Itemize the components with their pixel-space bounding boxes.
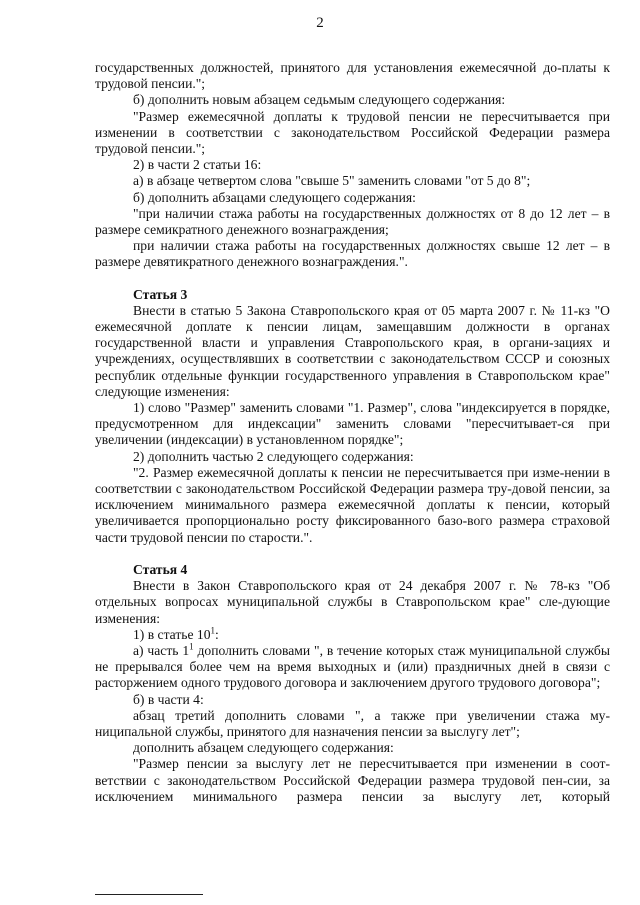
- item-text: дополнить словами ", в течение которых стаж муниципальной службы не прерывался более чем на время выходных и (или) праздничных дней в связи с расторжением одного трудового договора и заключением другого трудового договора";: [95, 642, 610, 691]
- paragraph: [95, 627, 610, 643]
- superscript: 1: [210, 625, 216, 636]
- paragraph: абзац третий дополнить словами ", а также при увеличении стажа му-ниципальной службы, принятого для назначения пенсии за выслугу лет";: [95, 707, 610, 739]
- item-text: 1) в статье 10: [133, 626, 211, 642]
- paragraph: 2) дополнить частью 2 следующего содержания:: [133, 448, 414, 464]
- paragraph: б) в части 4:: [133, 691, 204, 707]
- paragraph: "Размер пенсии за выслугу лет не пересчитывается при изменении в соот-ветствии с законодательством Российской Федерации размера трудовой пен-сии, за исключением минимального размера пенсии за выслугу лет, который: [95, 756, 610, 804]
- article-3-heading: Статья 3: [133, 286, 188, 302]
- paragraph: "Размер ежемесячной доплаты к трудовой пенсии не пересчитывается при изменении в соответствии с законодательством Российской Федерации размера трудовой пенсии.";: [95, 108, 610, 157]
- paragraph: а) в абзаце четвертом слова "свыше 5" заменить словами "от 5 до 8";: [133, 173, 531, 189]
- paragraph: "2. Размер ежемесячной доплаты к пенсии не пересчитывается при изме-нении в соответствии с законодательством Российской Федерации размера тру-довой пенсии, за исключением минимального размера ежемесячной доплаты к пенсии, который увеличивается пропорционально росту фиксированного базо-вого размера страховой части трудовой пенсии по старости.".: [95, 464, 610, 545]
- item-text: а) часть 1: [133, 642, 190, 658]
- article-4-heading: Статья 4: [133, 561, 188, 577]
- section-gap: [95, 546, 610, 562]
- paragraph: [95, 643, 610, 692]
- paragraph: 1) слово "Размер" заменить словами "1. Размер", слова "индексируется в порядке, предусмотренном для индексации" заменить словами "пересчитывает-ся при увеличении (индексации) в установленном порядке";: [95, 400, 610, 448]
- paragraph: 2) в части 2 статьи 16:: [133, 157, 262, 173]
- superscript: 1: [189, 641, 194, 652]
- paragraph: Внести в статью 5 Закона Ставропольского края от 05 марта 2007 г. № 11-кз "О ежемесячной доплате к пенсии лицам, замещавшим должности в органах государственной власти и управления Ставропольского края, в органи-зациях и учреждениях, осуществлявших в соответствии с законодательством СССР и союзных республик отдельные функции государственного управления в Ставропольском крае" следующие изменения:: [95, 302, 610, 399]
- paragraph: государственных должностей, принятого для установления ежемесячной до-платы к трудовой пенсии.";: [95, 60, 610, 92]
- footnote-divider: [95, 894, 203, 895]
- section-gap: [95, 271, 610, 287]
- paragraph: "при наличии стажа работы на государственных должностях от 8 до 12 лет – в размере семикратного денежного вознаграждения;: [95, 205, 610, 238]
- paragraph: дополнить абзацем следующего содержания:: [133, 740, 394, 756]
- paragraph: б) дополнить абзацами следующего содержания:: [133, 189, 416, 205]
- paragraph: при наличии стажа работы на государственных должностях свыше 12 лет – в размере девятикратного денежного вознаграждения.".: [95, 238, 610, 270]
- item-text: :: [215, 626, 219, 642]
- paragraph: Внести в Закон Ставропольского края от 24 декабря 2007 г. № 78-кз "Об отдельных вопросах муниципальной службы в Ставропольском крае" сле-дующие изменения:: [95, 578, 610, 626]
- paragraph: б) дополнить новым абзацем седьмым следующего содержания:: [133, 92, 506, 108]
- page-number: 2: [316, 15, 324, 31]
- document-body: [95, 60, 610, 805]
